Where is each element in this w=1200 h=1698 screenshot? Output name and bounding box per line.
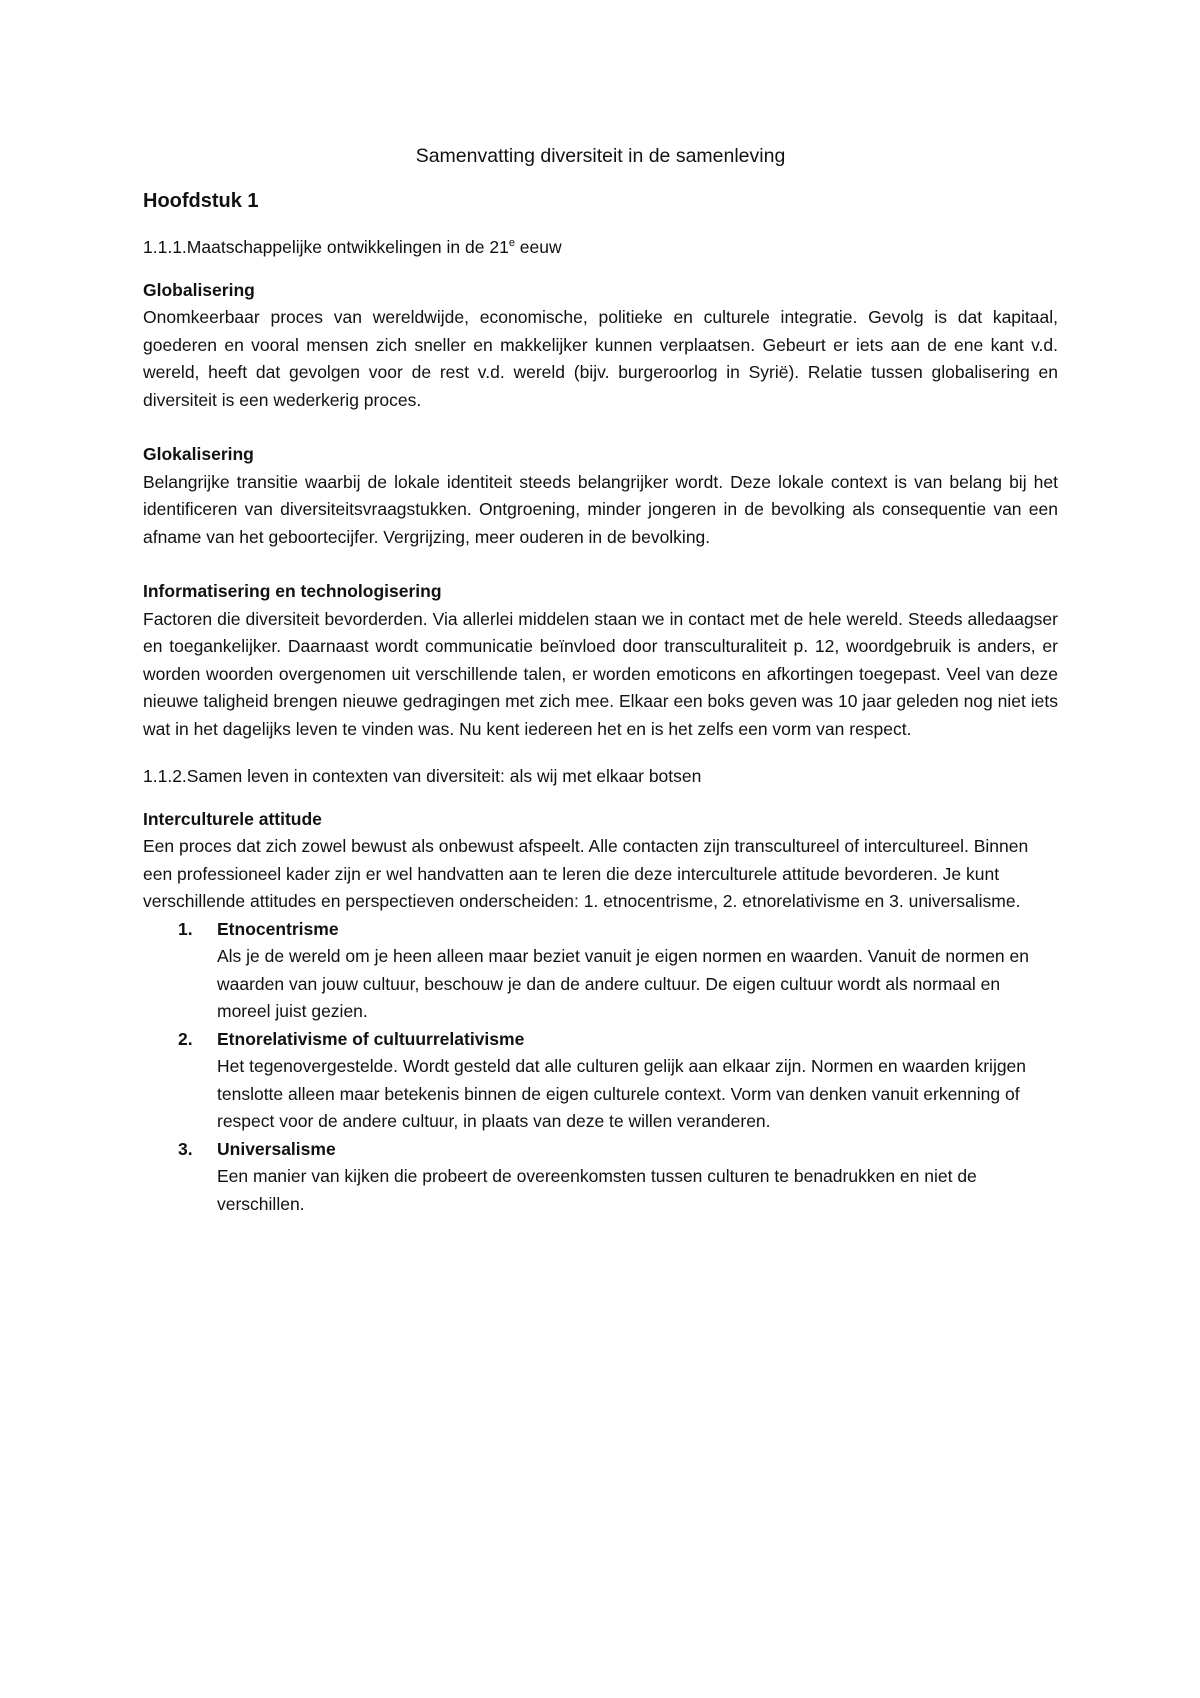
section-body: Factoren die diversiteit bevorderden. Via allerlei middelen staan we in contact met de hele wereld. Steeds alledaagser en toegankelijker. Daarnaast wordt communicatie beïnvloed door transculturaliteit p. 12, woordgebruik is anders, er worden woorden overgenomen uit verschillende talen, er worden emoticons en afkortingen toegepast. Veel van deze nieuwe taligheid brengen nieuwe gedragingen met zich mee. Elkaar een boks geven was 10 jaar geleden nog niet iets wat in het dagelijks leven te vinden was. Nu kent iedereen het en is het zelfs een vorm van respect. (143, 608, 1058, 739)
subsection-superscript: e (508, 237, 515, 250)
section-heading: Interculturele attitude (143, 808, 322, 829)
document-title: Samenvatting diversiteit in de samenleving (415, 145, 786, 167)
list-number: 3. (178, 1138, 193, 1159)
section-heading: Glokalisering (143, 444, 254, 464)
section-glokalisering (143, 441, 1058, 551)
list-number: 2. (178, 1028, 193, 1049)
list-item (143, 1026, 1058, 1136)
subsection-number: 1.1.1. (143, 237, 187, 257)
section-interculturele-attitude (143, 806, 1058, 916)
list-body: Een manier van kijken die probeert de overeenkomsten tussen culturen te benadrukken en niet de verschillen. (217, 1166, 977, 1214)
list-item (143, 916, 1058, 1026)
attitudes-list (143, 916, 1058, 1219)
subsection-heading-1-1-1 (143, 234, 1058, 262)
chapter-heading: Hoofdstuk 1 (143, 190, 259, 212)
subsection-title: Samen leven in contexten van diversiteit: als wij met elkaar botsen (186, 766, 702, 786)
list-body: Als je de wereld om je heen alleen maar beziet vanuit je eigen normen en waarden. Vanuit de normen en waarden van jouw cultuur, beschouw je dan de andere cultuur. De eigen cultuur wordt als normaal en moreel juist gezien. (217, 946, 1029, 1021)
section-heading: Informatisering en technologisering (143, 581, 442, 601)
section-body: Belangrijke transitie waarbij de lokale identiteit steeds belangrijker wordt. Deze lokale context is van belang bij het identificeren van diversiteitsvraagstukken. Ontgroening, minder jongeren in de bevolking als consequentie van een afname van het geboortecijfer. Vergrijzing, meer ouderen in de bevolking. (143, 471, 1058, 547)
document-content (143, 142, 1058, 1218)
list-heading: Universalisme (217, 1138, 336, 1159)
section-body: Onomkeerbaar proces van wereldwijde, economische, politieke en culturele integratie. Gevolg is dat kapitaal, goederen en vooral mensen zich sneller en makkelijker kunnen verplaatsen. Gebeurt er iets aan de ene kant v.d. wereld, heeft dat gevolgen voor de rest v.d. wereld (bijv. burgeroorlog in Syrië). Relatie tussen globalisering en diversiteit is een wederkerig proces. (143, 307, 1058, 410)
list-heading: Etnocentrisme (217, 918, 339, 939)
section-body: Een proces dat zich zowel bewust als onbewust afspeelt. Alle contacten zijn transcultureel of intercultureel. Binnen een professioneel kader zijn er wel handvatten aan te leren die deze interculturele attitude bevorderen. Je kunt verschillende attitudes en perspectieven onderscheiden: 1. etnocentrisme, 2. etnorelativisme en 3. universalisme. (143, 836, 1029, 911)
list-heading: Etnorelativisme of cultuurrelativisme (217, 1028, 525, 1049)
list-body: Het tegenovergestelde. Wordt gesteld dat alle culturen gelijk aan elkaar zijn. Normen en waarden krijgen tenslotte alleen maar betekenis binnen de eigen culturele context. Vorm van denken vanuit erkenning of respect voor de andere cultuur, in plaats van deze te willen veranderen. (217, 1056, 1027, 1131)
section-informatisering (143, 578, 1058, 743)
subsection-title-end: eeuw (514, 237, 562, 257)
subsection-title-part: Maatschappelijke ontwikkelingen in de 21 (186, 237, 509, 257)
subsection-heading-1-1-2 (143, 763, 1058, 791)
list-number: 1. (178, 918, 193, 939)
section-globalisering (143, 277, 1058, 415)
list-item (143, 1136, 1058, 1219)
subsection-number: 1.1.2. (143, 766, 187, 786)
section-heading: Globalisering (143, 279, 255, 300)
